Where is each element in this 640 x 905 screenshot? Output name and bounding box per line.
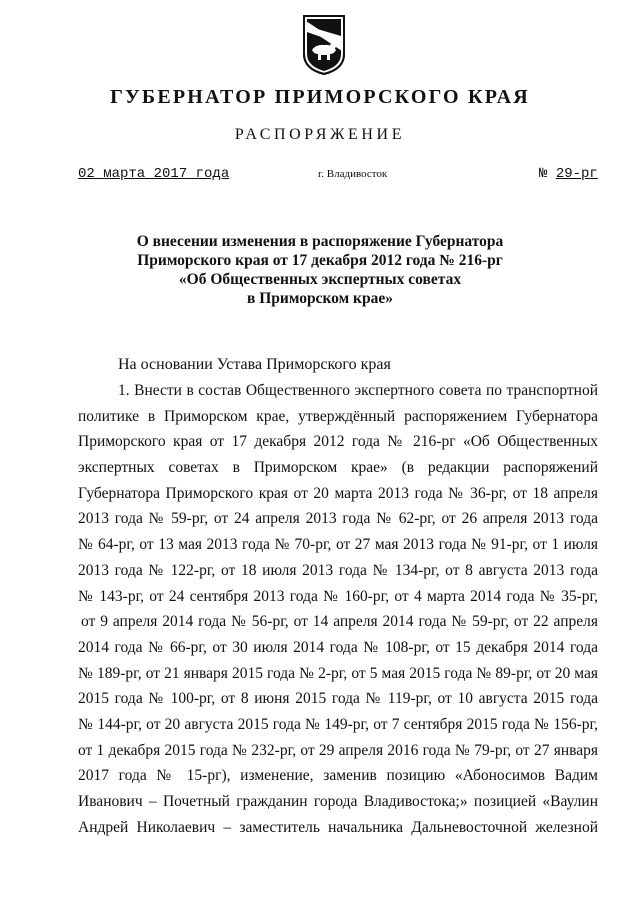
body-line: от 1 декабря 2015 года № 232-рг, от 29 апреля 2016 года № 79-рг, от 27 января	[78, 741, 598, 759]
body-line: 2014 года № 66-рг, от 30 июля 2014 года № 108-рг, от 15 декабря 2014 года	[78, 638, 598, 656]
body-line: от 9 апреля 2014 года № 56-рг, от 14 апреля 2014 года № 59-рг, от 22 апреля	[81, 613, 598, 631]
body-text	[78, 378, 598, 840]
body-line: политике в Приморском крае, утверждённый распоряжением Губернатора	[78, 407, 598, 425]
body-line: экспертных советах в Приморском крае» (в редакции распоряжений	[78, 459, 598, 477]
body-line: 2013 года № 59-рг, от 24 апреля 2013 года № 62-рг, от 26 апреля 2013 года	[78, 510, 598, 528]
document-type: РАСПОРЯЖЕНИЕ	[234, 126, 406, 143]
subject-line: Приморского края от 17 декабря 2012 года № 216-рг	[137, 252, 503, 269]
governor-title: ГУБЕРНАТОР ПРИМОРСКОГО КРАЯ	[110, 86, 530, 108]
body-line: № 144-рг, от 20 августа 2015 года № 149-рг, от 7 сентября 2015 года № 156-рг,	[78, 715, 598, 733]
body-line: 2013 года № 122-рг, от 18 июля 2013 года № 134-рг, от 8 августа 2013 года	[78, 561, 598, 579]
coat-of-arms-icon	[302, 14, 346, 76]
document-subject	[120, 232, 520, 308]
subject-line: «Об Общественных экспертных советах	[178, 271, 462, 288]
body-line: № 189-рг, от 21 января 2015 года № 2-рг, от 5 мая 2015 года № 89-рг, от 20 мая	[78, 664, 598, 682]
body-line: Губернатора Приморского края от 20 марта 2013 года № 36-рг, от 18 апреля	[78, 484, 598, 502]
body-line: 2017 года № 15-рг), изменение, заменив позицию «Абоносимов Вадим	[78, 767, 598, 785]
body-line: Иванович – Почетный гражданин города Владивостока;» позицией «Ваулин	[78, 793, 598, 810]
body-line: № 143-рг, от 24 сентября 2013 года № 160-рг, от 4 марта 2014 года № 35-рг,	[78, 587, 598, 605]
subject-line: в Приморском крае»	[246, 290, 393, 307]
subject-line: О внесении изменения в распоряжение Губернатора	[136, 233, 504, 250]
body-line: 2015 года № 100-рг, от 8 июня 2015 года № 119-рг, от 10 августа 2015 года	[78, 690, 598, 708]
document-date	[78, 166, 229, 182]
city-label: г. Владивосток	[318, 168, 388, 180]
number-value: 29-рг	[555, 166, 598, 182]
document-number	[539, 166, 598, 182]
body-line: Андрей Николаевич – заместитель начальника Дальневосточной железной	[78, 818, 598, 836]
number-prefix: №	[539, 166, 548, 182]
body-line: Приморского края от 17 декабря 2012 года № 216-рг «Об Общественных	[78, 433, 598, 451]
date-value: 02 марта 2017 года	[78, 166, 230, 182]
body-line: 1. Внести в состав Общественного экспертного совета по транспортной	[118, 382, 598, 399]
body-line: № 64-рг, от 13 мая 2013 года № 70-рг, от 27 мая 2013 года № 91-рг, от 1 июля	[78, 536, 598, 554]
basis-paragraph: На основании Устава Приморского края	[118, 356, 391, 373]
